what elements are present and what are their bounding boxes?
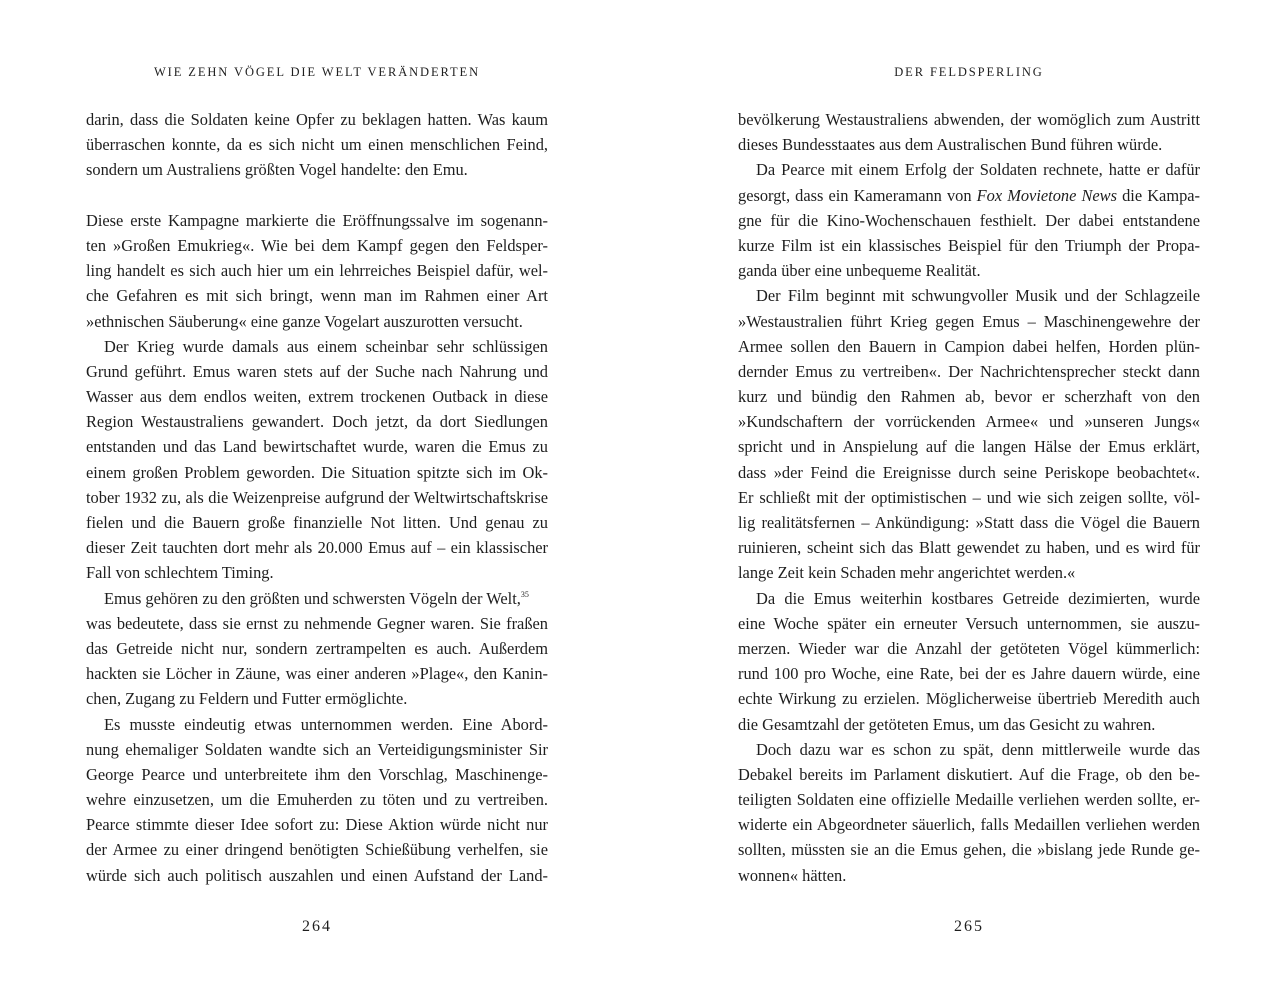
text-line	[738, 132, 1200, 157]
text-line	[86, 661, 548, 686]
text-line	[86, 409, 548, 434]
line-text: entstanden und das Land bewirtschaftet wurde, waren die Emus zu	[86, 437, 548, 457]
text-line	[738, 384, 1200, 409]
text-line	[86, 132, 548, 157]
right-page	[738, 0, 1200, 1000]
line-text: Armee sollen den Bauern in Campion dabei helfen, Horden plün-	[738, 336, 1200, 356]
text-line	[86, 712, 548, 737]
text-line	[738, 510, 1200, 535]
line-text: nung ehemaliger Soldaten wandte sich an Verteidigungsminister Sir	[86, 739, 548, 759]
line-text: ten »Großen Emukrieg«. Wie bei dem Kampf gegen den Feldsper-	[86, 235, 548, 255]
italic-title: Fox Movietone News	[976, 185, 1117, 205]
text-line	[738, 334, 1200, 359]
text-line	[86, 157, 548, 182]
text-line	[738, 485, 1200, 510]
line-text: gesorgt, dass ein Kameramann von	[738, 185, 977, 205]
text-line	[86, 309, 548, 334]
text-line	[86, 837, 548, 862]
line-text: hackten sie Löcher in Zäune, was einer anderen »Plage«, den Kanin-	[86, 664, 548, 684]
line-text: das Getreide nicht nur, sondern zertrampelten es auch. Außerdem	[86, 638, 548, 658]
text-line	[86, 434, 548, 459]
line-text: George Pearce und unterbreitete ihm den Vorschlag, Maschinenge-	[86, 764, 548, 784]
line-text: wehre einzusetzen, um die Emuherden zu töten und zu vertreiben.	[86, 790, 548, 810]
line-text: merzen. Wieder war die Anzahl der getöteten Vögel kümmerlich:	[738, 638, 1200, 658]
line-text: ruinieren, scheint sich das Blatt gewendet zu haben, und es wird für	[738, 538, 1200, 558]
line-text: fielen und die Bauern große finanzielle Not litten. Und genau zu	[86, 513, 548, 532]
text-line	[86, 485, 548, 510]
text-line	[86, 560, 548, 585]
text-line	[86, 233, 548, 258]
line-text: Pearce stimmte dieser Idee sofort zu: Diese Aktion würde nicht nur	[86, 815, 548, 835]
text-line	[738, 107, 1200, 132]
text-line	[738, 434, 1200, 459]
text-line	[738, 208, 1200, 233]
page-number-left: 264	[302, 918, 332, 935]
text-line	[86, 510, 548, 535]
text-line	[738, 636, 1200, 661]
text-line	[738, 586, 1200, 611]
text-line	[86, 586, 548, 611]
text-line	[738, 460, 1200, 485]
text-line	[86, 283, 548, 308]
line-text: bevölkerung Westaustraliens abwenden, der womöglich zum Austritt	[738, 110, 1200, 129]
text-line	[738, 409, 1200, 434]
line-text: »Kundschaftern der vorrückenden Armee« und »unseren Jungs«	[738, 412, 1200, 432]
text-line	[86, 359, 548, 384]
text-line	[738, 233, 1200, 258]
line-text: spricht und in Anspielung auf die langen Hälse der Emus erklärt,	[738, 437, 1200, 457]
text-line	[86, 863, 548, 888]
text-line	[738, 283, 1200, 308]
line-text: »ethnischen Säuberung« eine ganze Vogelart auszurotten versucht.	[86, 311, 523, 331]
line-text: Doch dazu war es schon zu spät, denn mittlerweile wurde das	[756, 739, 1200, 759]
text-line	[738, 157, 1200, 182]
body-text-left	[86, 107, 548, 888]
line-text: che Gefahren es mit sich bringt, wenn man im Rahmen einer Art	[86, 286, 548, 306]
line-text: lig realitätsfernen – Ankündigung: »Statt dass die Vögel die Bauern	[738, 513, 1200, 532]
text-line	[86, 636, 548, 661]
text-line	[86, 460, 548, 485]
line-text: der Armee zu einer dringend benötigten Schießübung verhelfen, sie	[86, 840, 548, 860]
line-text: teiligten Soldaten eine offizielle Medaille verliehen werden sollte, er-	[738, 790, 1200, 810]
line-text: einem großen Problem geworden. Die Situation spitzte sich im Ok-	[86, 462, 548, 482]
line-text: Diese erste Kampagne markierte die Eröffnungssalve im sogenann-	[86, 210, 548, 230]
body-text-right	[738, 107, 1200, 888]
line-text-continued: die Kampa-	[1117, 185, 1200, 205]
line-text: Fall von schlechtem Timing.	[86, 563, 274, 583]
page-number-right: 265	[954, 918, 984, 935]
line-text: kurz und bündig den Rahmen ab, bevor er scherzhaft von den	[738, 387, 1200, 407]
text-line	[738, 787, 1200, 812]
text-line	[738, 837, 1200, 862]
line-text: Region Westaustraliens gewandert. Doch jetzt, da dort Siedlungen	[86, 412, 548, 432]
line-text: rund 100 pro Woche, eine Rate, bei der es Jahre dauern würde, eine	[738, 664, 1200, 684]
text-line	[86, 611, 548, 636]
line-text: was bedeutete, dass sie ernst zu nehmende Gegner waren. Sie fraßen	[86, 613, 548, 633]
text-line	[738, 661, 1200, 686]
line-text: dass »der Feind die Ereignisse durch seine Periskope beobachtet«.	[738, 462, 1200, 482]
text-line	[738, 812, 1200, 837]
line-text: gne für die Kino-Wochenschauen festhielt. Der dabei entstandene	[738, 210, 1200, 230]
left-page	[86, 0, 548, 1000]
line-text: sondern um Australiens größten Vogel handelte: den Emu.	[86, 160, 468, 180]
text-line	[738, 359, 1200, 384]
line-text: Da die Emus weiterhin kostbares Getreide dezimierten, wurde	[756, 588, 1200, 608]
line-text: sollten, müssten sie an die Emus gehen, die »bislang jede Runde ge-	[738, 840, 1200, 860]
line-text: Der Film beginnt mit schwungvoller Musik und der Schlagzeile	[756, 286, 1200, 306]
text-line	[738, 535, 1200, 560]
text-line	[86, 334, 548, 359]
text-line	[86, 737, 548, 762]
line-text: »Westaustralien führt Krieg gegen Emus – Maschinengewehre der	[738, 311, 1200, 331]
line-text: Da Pearce mit einem Erfolg der Soldaten rechnete, hatte er dafür	[756, 160, 1200, 180]
line-text: Der Krieg wurde damals aus einem scheinbar sehr schlüssigen	[104, 336, 548, 356]
text-line	[738, 183, 1200, 208]
line-text: lange Zeit kein Schaden mehr angerichtet werden.«	[738, 563, 1076, 583]
text-line	[738, 560, 1200, 585]
text-line	[738, 686, 1200, 711]
line-text: Emus gehören zu den größten und schwersten Vögeln der Welt,	[104, 588, 521, 608]
line-text: wonnen« hätten.	[738, 865, 847, 885]
line-text: Debakel bereits im Parlament diskutiert. Auf die Frage, ob den be-	[738, 764, 1200, 784]
line-text: dieses Bundesstaates aus dem Australischen Bund führen würde.	[738, 135, 1163, 155]
line-text: ganda über eine unbequeme Realität.	[738, 261, 981, 281]
line-text: ling handelt es sich auch hier um ein lehrreiches Beispiel dafür, wel-	[86, 261, 548, 281]
footnote-marker: 35	[520, 589, 529, 599]
text-line	[738, 737, 1200, 762]
text-line	[738, 762, 1200, 787]
line-text: kurze Film ist ein klassisches Beispiel für den Triumph der Propa-	[738, 235, 1200, 255]
line-text: Grund geführt. Emus waren stets auf der Suche nach Nahrung und	[86, 361, 548, 381]
text-line	[738, 611, 1200, 636]
text-line	[86, 208, 548, 233]
line-text: darin, dass die Soldaten keine Opfer zu beklagen hatten. Was kaum	[86, 110, 548, 129]
line-text: eine Woche später ein erneuter Versuch unternommen, sie auszu-	[738, 613, 1200, 633]
running-header-right: DER FELDSPERLING	[894, 65, 1044, 79]
line-text: überraschen konnte, da es sich nicht um einen menschlichen Feind,	[86, 135, 548, 155]
text-line	[86, 787, 548, 812]
line-text: widerte ein Abgeordneter säuerlich, falls Medaillen verliehen werden	[738, 815, 1200, 835]
text-line	[86, 812, 548, 837]
text-line	[738, 863, 1200, 888]
line-text: Er schließt mit der optimistischen – und wie sich zeigen sollte, völ-	[738, 487, 1200, 507]
line-text: die Gesamtzahl der getöteten Emus, um das Gesicht zu wahren.	[738, 714, 1156, 734]
paragraph-spacer	[86, 183, 548, 208]
text-line	[738, 309, 1200, 334]
text-line	[86, 535, 548, 560]
text-line	[738, 258, 1200, 283]
text-line	[86, 258, 548, 283]
line-text: chen, Zugang zu Feldern und Futter ermöglichte.	[86, 689, 408, 709]
text-line	[86, 686, 548, 711]
line-text: würde sich auch politisch auszahlen und einen Aufstand der Land-	[86, 865, 548, 885]
line-text: echte Wirkung zu erzielen. Möglicherweise übertrieb Meredith auch	[738, 689, 1200, 709]
line-text: Wasser aus dem endlos weiten, extrem trockenen Outback in diese	[86, 387, 548, 407]
line-text: Es musste eindeutig etwas unternommen werden. Eine Abord-	[104, 714, 548, 734]
text-line	[86, 384, 548, 409]
running-header-left: WIE ZEHN VÖGEL DIE WELT VERÄNDERTEN	[153, 65, 480, 79]
line-text: dernder Emus zu vertreiben«. Der Nachrichtensprecher steckt dann	[738, 361, 1200, 381]
line-text: dieser Zeit tauchten dort mehr als 20.000 Emus auf – ein klassischer	[86, 538, 548, 558]
text-line	[86, 107, 548, 132]
text-line	[738, 712, 1200, 737]
line-text: tober 1932 zu, als die Weizenpreise aufgrund der Weltwirtschaftskrise	[86, 487, 548, 507]
text-line	[86, 762, 548, 787]
